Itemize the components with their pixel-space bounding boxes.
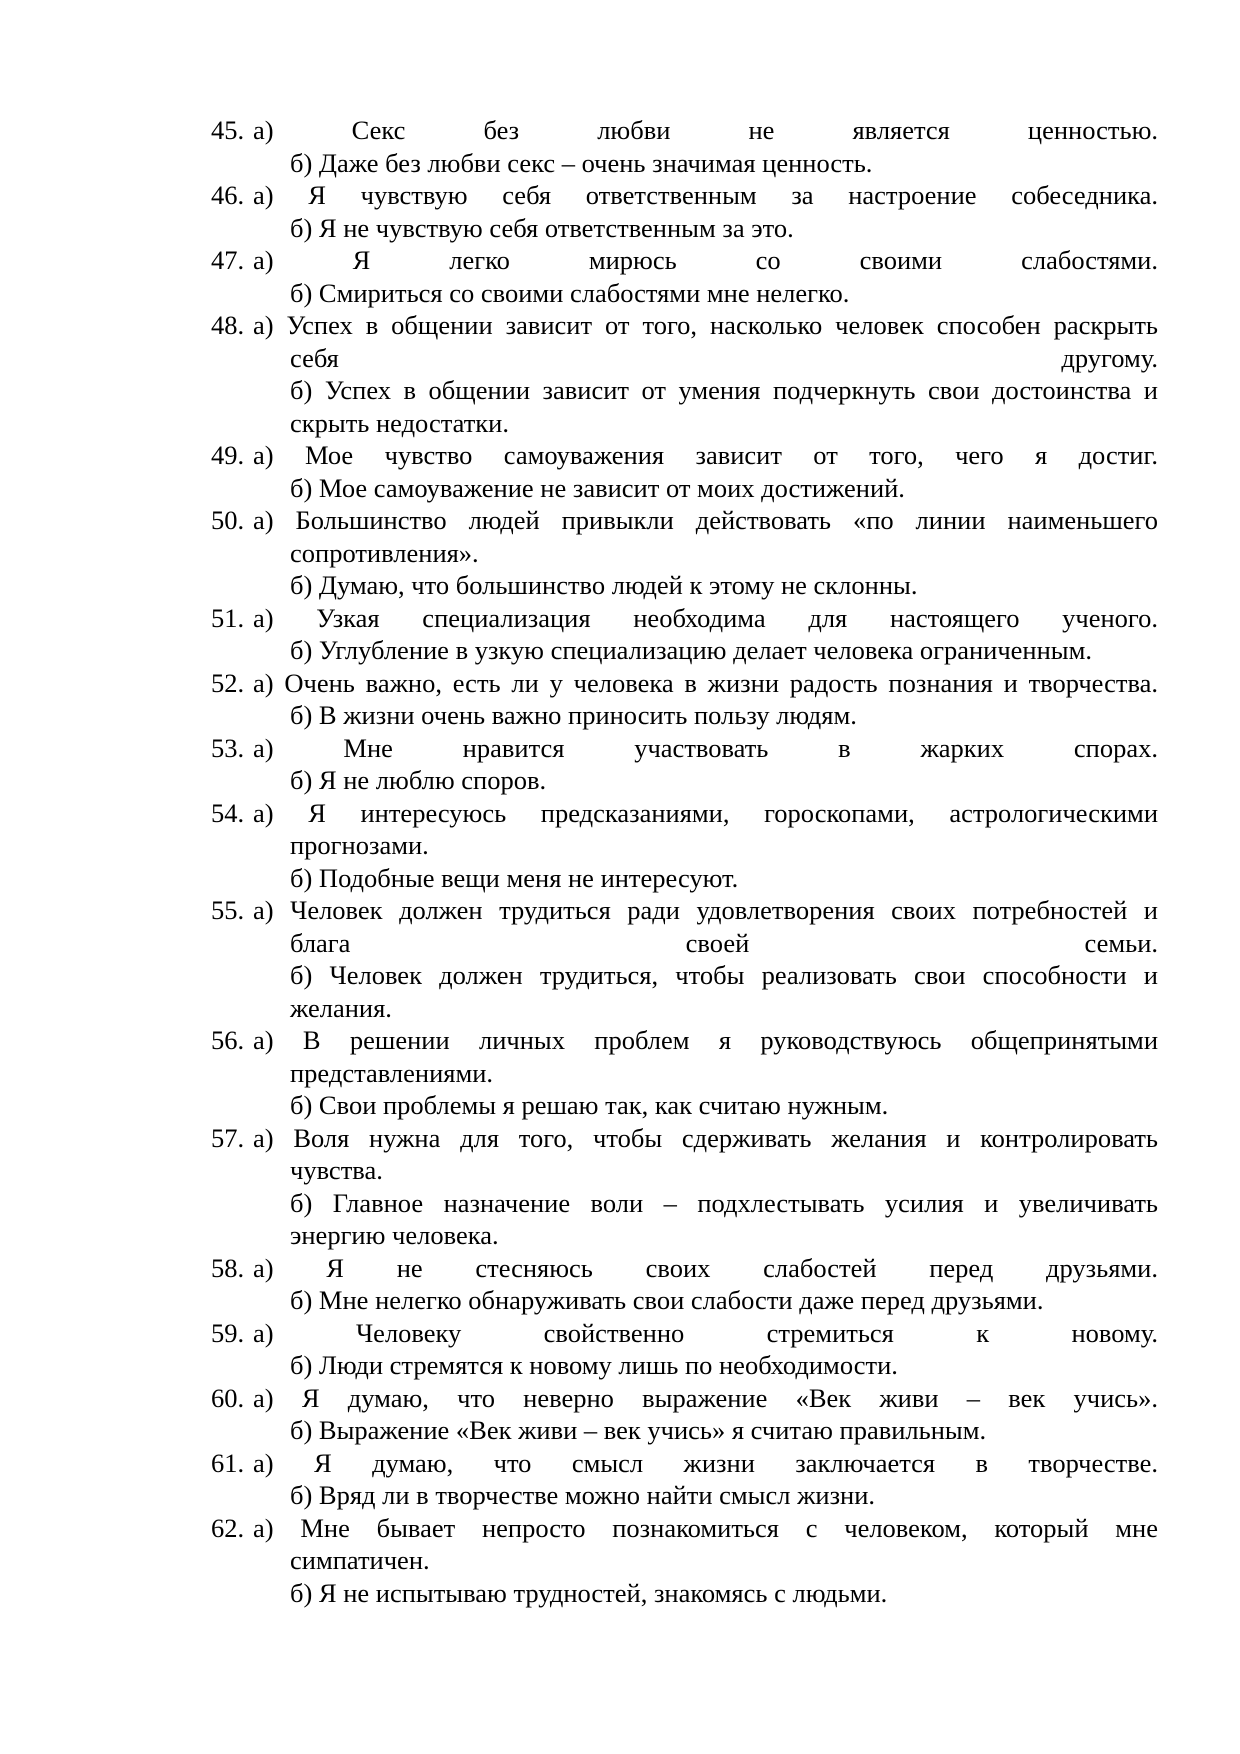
question-item: [211, 439, 1158, 504]
question-number: 61.: [211, 1447, 245, 1478]
question-item: [211, 1382, 1158, 1447]
question-item: [211, 114, 1158, 179]
option-a-line: а) Воля нужна для того, чтобы сдерживать желания и контролировать: [253, 1122, 1158, 1153]
answer-line: б) Успех в общении зависит от умения подчеркнуть свои достоинства и: [290, 375, 1158, 405]
option-a-line: а) Мне бывает непросто познакомиться с человеком, который мне: [253, 1512, 1158, 1543]
question-item: [211, 1512, 1158, 1610]
option-a-line: а) Человеку свойственно стремиться к новому.: [253, 1317, 1158, 1348]
question-number: 45.: [211, 115, 245, 145]
answer-line: б) Мое самоуважение не зависит от моих достижений.: [290, 472, 905, 503]
answer-line: б) Углубление в узкую специализацию делает человека ограниченным.: [290, 635, 1092, 665]
question-number: 53.: [211, 732, 245, 763]
question-item: [211, 179, 1158, 244]
question-item: [211, 504, 1158, 602]
answer-line: б) В жизни очень важно приносить пользу людям.: [290, 700, 857, 730]
option-a-line: а) Я думаю, что неверно выражение «Век живи – век учись».: [253, 1382, 1158, 1413]
question-item: [211, 667, 1158, 732]
question-item: [211, 1122, 1158, 1252]
answer-line: б) Вряд ли в творчестве можно найти смысл жизни.: [290, 1480, 876, 1510]
question-number: 51.: [211, 602, 245, 633]
question-number: 62.: [211, 1512, 245, 1543]
question-number: 54.: [211, 797, 245, 828]
answer-line: симпатичен.: [290, 1545, 430, 1575]
answer-line: скрыть недостатки.: [290, 407, 509, 438]
question-number: 55.: [211, 895, 245, 925]
answer-line: б) Свои проблемы я решаю так, как считаю нужным.: [290, 1090, 889, 1120]
answer-line: прогнозами.: [290, 830, 429, 860]
answer-line: б) Я не люблю споров.: [290, 765, 547, 795]
question-item: [211, 1447, 1158, 1512]
option-a-line: а) Узкая специализация необходима для настоящего ученого.: [253, 602, 1158, 633]
question-item: [211, 309, 1158, 439]
question-item: [211, 894, 1158, 1024]
answer-line: представлениями.: [290, 1057, 494, 1088]
question-item: [211, 1252, 1158, 1317]
question-item: [211, 1317, 1158, 1382]
option-a-line: а) Очень важно, есть ли у человека в жизни радость познания и творчества.: [253, 667, 1158, 698]
answer-line: желания.: [290, 992, 392, 1023]
answer-line: чувства.: [290, 1155, 383, 1185]
answer-line: б) Я не испытываю трудностей, знакомясь с людьми.: [290, 1577, 888, 1608]
answer-line: б) Главное назначение воли – подхлестывать усилия и увеличивать: [290, 1187, 1158, 1218]
question-number: 56.: [211, 1025, 245, 1055]
question-number: 46.: [211, 180, 245, 210]
question-number: 57.: [211, 1122, 245, 1153]
option-a-line: а) Секс без любви не является ценностью.: [253, 115, 1158, 145]
question-number: 49.: [211, 440, 245, 470]
question-number: 48.: [211, 310, 245, 340]
question-number: 58.: [211, 1252, 245, 1283]
answer-line: блага своей семьи.: [290, 927, 1158, 958]
question-item: [211, 732, 1158, 797]
answer-line: б) Выражение «Век живи – век учись» я считаю правильным.: [290, 1415, 987, 1445]
answer-line: б) Смириться со своими слабостями мне нелегко.: [290, 277, 850, 308]
question-number: 50.: [211, 505, 245, 535]
answer-line: б) Человек должен трудиться, чтобы реализовать свои способности и: [290, 960, 1158, 990]
question-number: 52.: [211, 667, 245, 698]
answer-line: б) Подобные вещи меня не интересуют.: [290, 862, 739, 893]
option-a-line: а) Большинство людей привыкли действовать «по линии наименьшего: [253, 505, 1158, 535]
option-a-line: а) Человек должен трудиться ради удовлетворения своих потребностей и: [253, 895, 1158, 925]
answer-line: б) Думаю, что большинство людей к этому не склонны.: [290, 570, 918, 600]
answer-line: б) Даже без любви секс – очень значимая ценность.: [290, 147, 873, 178]
option-a-line: а) Я чувствую себя ответственным за настроение собеседника.: [253, 180, 1158, 210]
option-a-line: а) Я не стесняюсь своих слабостей перед друзьями.: [253, 1252, 1158, 1283]
option-a-line: а) Мне нравится участвовать в жарких спорах.: [253, 732, 1158, 763]
question-item: [211, 244, 1158, 309]
question-item: [211, 1024, 1158, 1122]
question-number: 60.: [211, 1382, 245, 1413]
option-a-line: а) Я думаю, что смысл жизни заключается в творчестве.: [253, 1447, 1158, 1478]
option-a-line: а) В решении личных проблем я руководствуюсь общепринятыми: [253, 1025, 1158, 1055]
question-number: 59.: [211, 1317, 245, 1348]
question-item: [211, 602, 1158, 667]
answer-line: себя другому.: [290, 342, 1158, 373]
option-a-line: а) Успех в общении зависит от того, насколько человек способен раскрыть: [253, 310, 1158, 340]
option-a-line: а) Мое чувство самоуважения зависит от того, чего я достиг.: [253, 440, 1158, 470]
answer-line: сопротивления».: [290, 537, 479, 568]
option-a-line: а) Я легко мирюсь со своими слабостями.: [253, 245, 1158, 275]
question-item: [211, 797, 1158, 895]
answer-line: энергию человека.: [290, 1220, 499, 1250]
questionnaire-list: [211, 114, 1158, 1609]
answer-line: б) Люди стремятся к новому лишь по необходимости.: [290, 1350, 898, 1380]
answer-line: б) Мне нелегко обнаруживать свои слабости даже перед друзьями.: [290, 1285, 1044, 1315]
option-a-line: а) Я интересуюсь предсказаниями, гороскопами, астрологическими: [253, 797, 1158, 828]
answer-line: б) Я не чувствую себя ответственным за это.: [290, 212, 794, 243]
question-number: 47.: [211, 245, 245, 275]
